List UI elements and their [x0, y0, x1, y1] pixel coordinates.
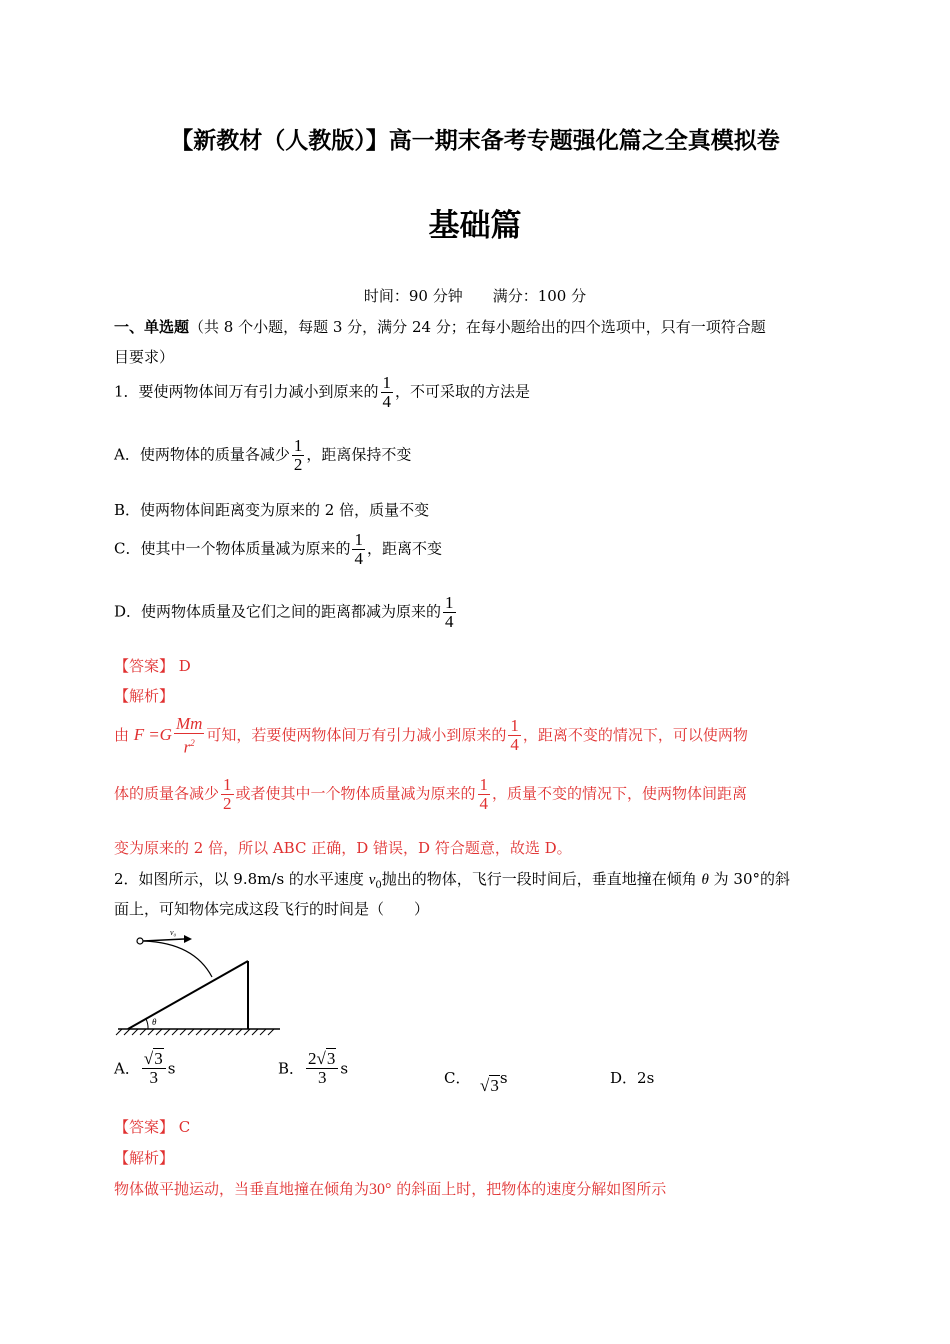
q2-option-a[interactable]: A． $\frac{√3}{3}$ s: [114, 1049, 176, 1087]
q1-analysis-line2: 体的质量各减少 $\frac{1}{2}$ 或者使其中一个物体质量减为原来的 $\frac{1}{4}$ ，质量不变的情况下，使两物体间距离: [114, 775, 748, 813]
document-title: 【新教材（人教版）】高一期末备考专题强化篇之全真模拟卷: [170, 127, 780, 154]
q1-answer-label: 【答案】: [114, 657, 175, 675]
q2-option-d[interactable]: D．2s: [610, 1069, 655, 1087]
figure-angle-label: θ: [152, 1017, 157, 1027]
exam-time-info: 时间：90 分钟 满分：100 分: [363, 287, 587, 305]
q1-analysis-label: 【解析】: [114, 687, 175, 705]
q2-analysis-label: 【解析】: [114, 1149, 175, 1167]
q1-option-d-text: D．使两物体质量及它们之间的距离都减为原来的: [114, 602, 442, 621]
q1-option-c-text-end: ，距离不变: [366, 539, 442, 558]
document-subtitle: 基础篇: [428, 208, 522, 244]
q1-stem-text-end: ，不可采取的方法是: [395, 382, 531, 401]
section-heading-rest: （共 8 个小题，每题 3 分，满分 24 分；在每小题给出的四个选项中，只有一项符合题: [189, 318, 766, 336]
q1-option-a-text: A．使两物体的质量各减少: [114, 445, 290, 464]
projectile-incline-figure: [114, 925, 284, 1043]
q1-option-c[interactable]: [114, 531, 442, 568]
q1-option-a[interactable]: [114, 437, 411, 474]
q1-analysis-line1: 由 F =G $\frac{Mm}{r^2}$ 可知，若要使两物体间万有引力减小到原来的 $\frac{1}{4}$ ，距离不变的情况下，可以使两物: [114, 714, 748, 757]
q2-option-b-value: $\frac{2√3}{3}$: [306, 1050, 338, 1087]
q2-option-c[interactable]: C． √3s: [444, 1069, 508, 1095]
q1-answer-value: D: [178, 657, 191, 675]
q1-option-b[interactable]: B．使两物体间距离变为原来的 2 倍，质量不变: [114, 501, 430, 519]
q1-analysis-line3: 变为原来的 2 倍，所以 ABC 正确，D 错误，D 符合题意，故选 D。: [114, 839, 572, 857]
q2-stem-line2: 面上，可知物体完成这段飞行的时间是（ ）: [114, 900, 430, 918]
q1-option-a-text-end: ，距离保持不变: [306, 445, 412, 464]
q1-option-d[interactable]: [114, 594, 458, 631]
q2-answer-label: 【答案】: [114, 1118, 175, 1136]
q1-option-c-fraction: $\frac{1}{4}$: [354, 530, 363, 568]
section-heading: [114, 317, 766, 337]
q2-stem-line1: 2．如图所示，以 9.8m/s 的水平速度 $v_0$抛出的物体，飞行一段时间后，垂直地撞在倾角 θ 为 30°的斜: [114, 870, 791, 891]
q2-answer-value: C: [178, 1118, 191, 1136]
q1-stem-fraction: $\frac{1}{4}$: [382, 373, 392, 411]
q2-option-b[interactable]: B． $\frac{2√3}{3}$ s: [278, 1049, 349, 1087]
q1-answer: [114, 656, 191, 676]
section-heading-line2: 目要求）: [114, 348, 175, 366]
q1-stem-text: 1．要使两物体间万有引力减小到原来的: [114, 382, 379, 401]
section-heading-bold: 一、单选题: [114, 318, 190, 336]
q1-option-c-text: C．使其中一个物体质量减为原来的: [114, 539, 351, 558]
q2-option-a-value: $\frac{√3}{3}$: [142, 1050, 166, 1087]
q2-analysis-line1: 物体做平抛运动，当垂直地撞在倾角为30° 的斜面上时，把物体的速度分解如图所示: [114, 1180, 667, 1198]
gravity-formula-fraction: $\frac{Mm}{r^2}$: [175, 714, 203, 757]
q1-option-d-fraction: $\frac{1}{4}$: [445, 593, 454, 631]
figure-velocity-label: v₀: [170, 928, 177, 937]
q1-option-a-fraction: $\frac{1}{2}$: [293, 436, 303, 474]
q1-stem: [114, 374, 530, 411]
q2-answer: [114, 1117, 190, 1137]
